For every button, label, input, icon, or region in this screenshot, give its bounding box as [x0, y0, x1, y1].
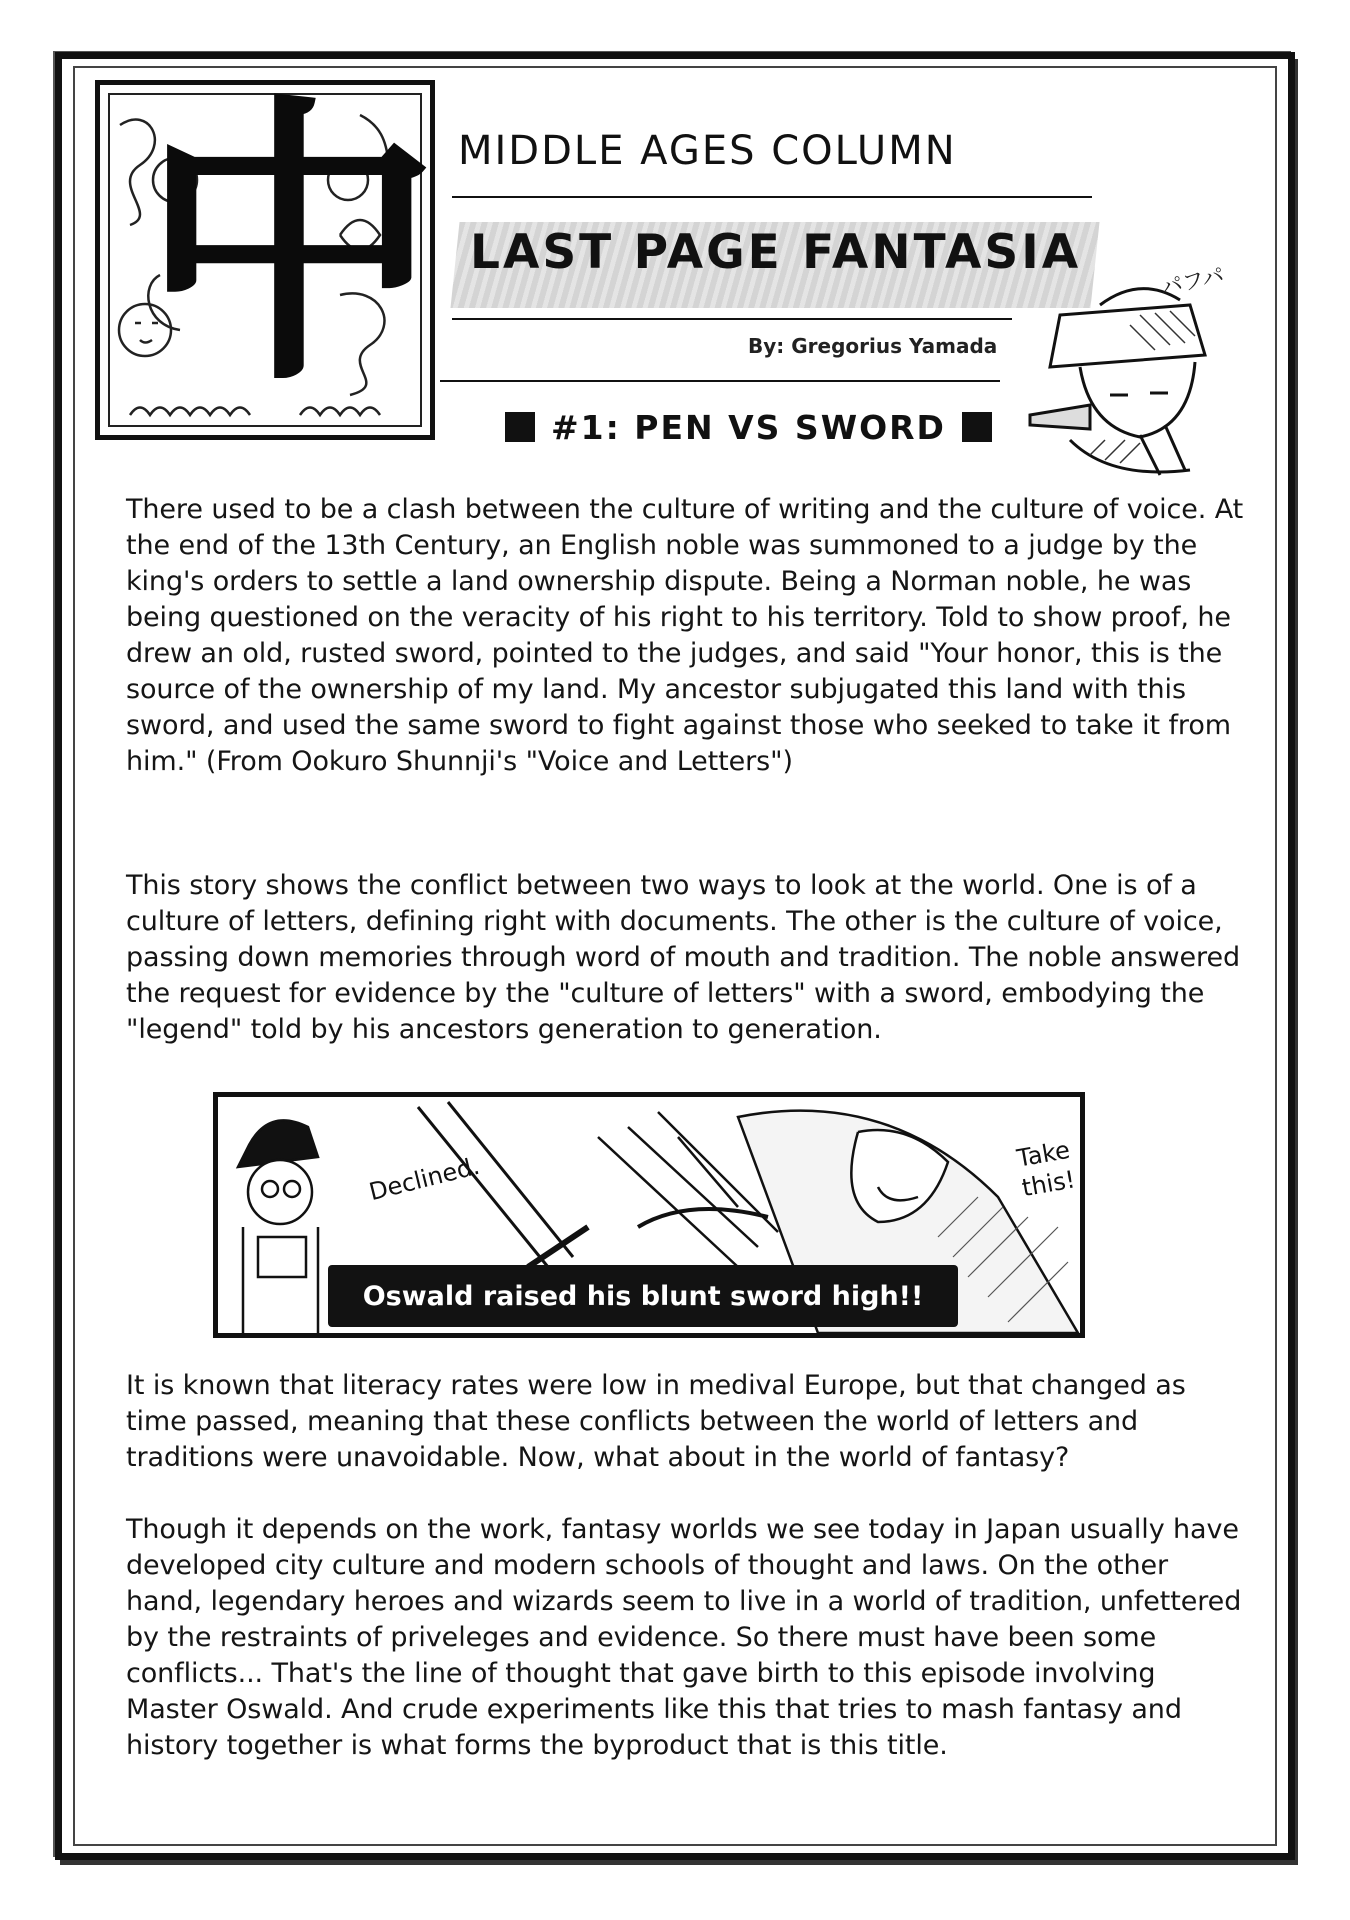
header-rule-mid	[452, 318, 1012, 320]
paragraph-2: This story shows the conflict between two ways to look at the world. One is of a culture of letters, defining right with documents. The other is the culture of voice, passing down memories through word of mouth and tradition. The noble answered the request for evidence by the "culture of letters" with a sword, embodying the "legend" told by his ancestors generation to generation.	[126, 870, 1241, 1045]
episode-bullet-right	[962, 412, 992, 442]
paragraph-3: It is known that literacy rates were low in medival Europe, but that changed as time passed, meaning that these conflicts between the world of letters and traditions were unavoidable. Now, what about in the world of fantasy?	[126, 1370, 1186, 1473]
header-rule-top	[452, 196, 1092, 198]
panel-caption: Oswald raised his blunt sword high!!	[362, 1280, 924, 1312]
author-byline: By: Gregorius Yamada	[748, 334, 998, 358]
header-rule-bottom	[440, 380, 1000, 382]
episode-heading	[505, 404, 992, 450]
column-title: LAST PAGE FANTASIA	[470, 225, 1082, 280]
sfx-take-this: Take this!	[1014, 1135, 1078, 1203]
episode-title: #1: PEN VS SWORD	[551, 407, 946, 447]
episode-bullet-left	[505, 412, 535, 442]
paragraph-1: There used to be a clash between the culture of writing and the culture of voice. At the end of the 13th Century, an English noble was summoned to a judge by the king's orders to settle a land ownership dispute. Being a Norman noble, he was being questioned on the veracity of his right to his territory. Told to show proof, he drew an old, rusted sword, pointed to the judges, and said "Your honor, this is the source of the ownership of my land. My ancestor subjugated this land with this sword, and used the same sword to fight against those who seeked to take it from him." (From Ookuro Shunnji's "Voice and Letters")	[126, 494, 1244, 777]
column-label: MIDDLE AGES COLUMN	[458, 128, 957, 174]
mascot-illustration	[990, 263, 1230, 485]
comic-panel	[213, 1092, 1085, 1338]
panel-caption-box	[328, 1265, 958, 1327]
illuminated-letter: 中	[140, 68, 440, 421]
sfx-declined: Declined.	[366, 1151, 483, 1207]
mascot-sound-effect: パフパ	[1158, 263, 1227, 302]
illuminated-initial	[95, 68, 440, 440]
paragraph-4: Though it depends on the work, fantasy worlds we see today in Japan usually have developed city culture and modern schools of thought and laws. On the other hand, legendary heroes and wizards seem to live in a world of tradition, unfettered by the restraints of priveleges and evidence. So there must have been some conflicts... That's the line of thought that gave birth to this episode involving Master Oswald. And crude experiments like this that tries to mash fantasy and history together is what forms the byproduct that is this title.	[126, 1514, 1242, 1761]
